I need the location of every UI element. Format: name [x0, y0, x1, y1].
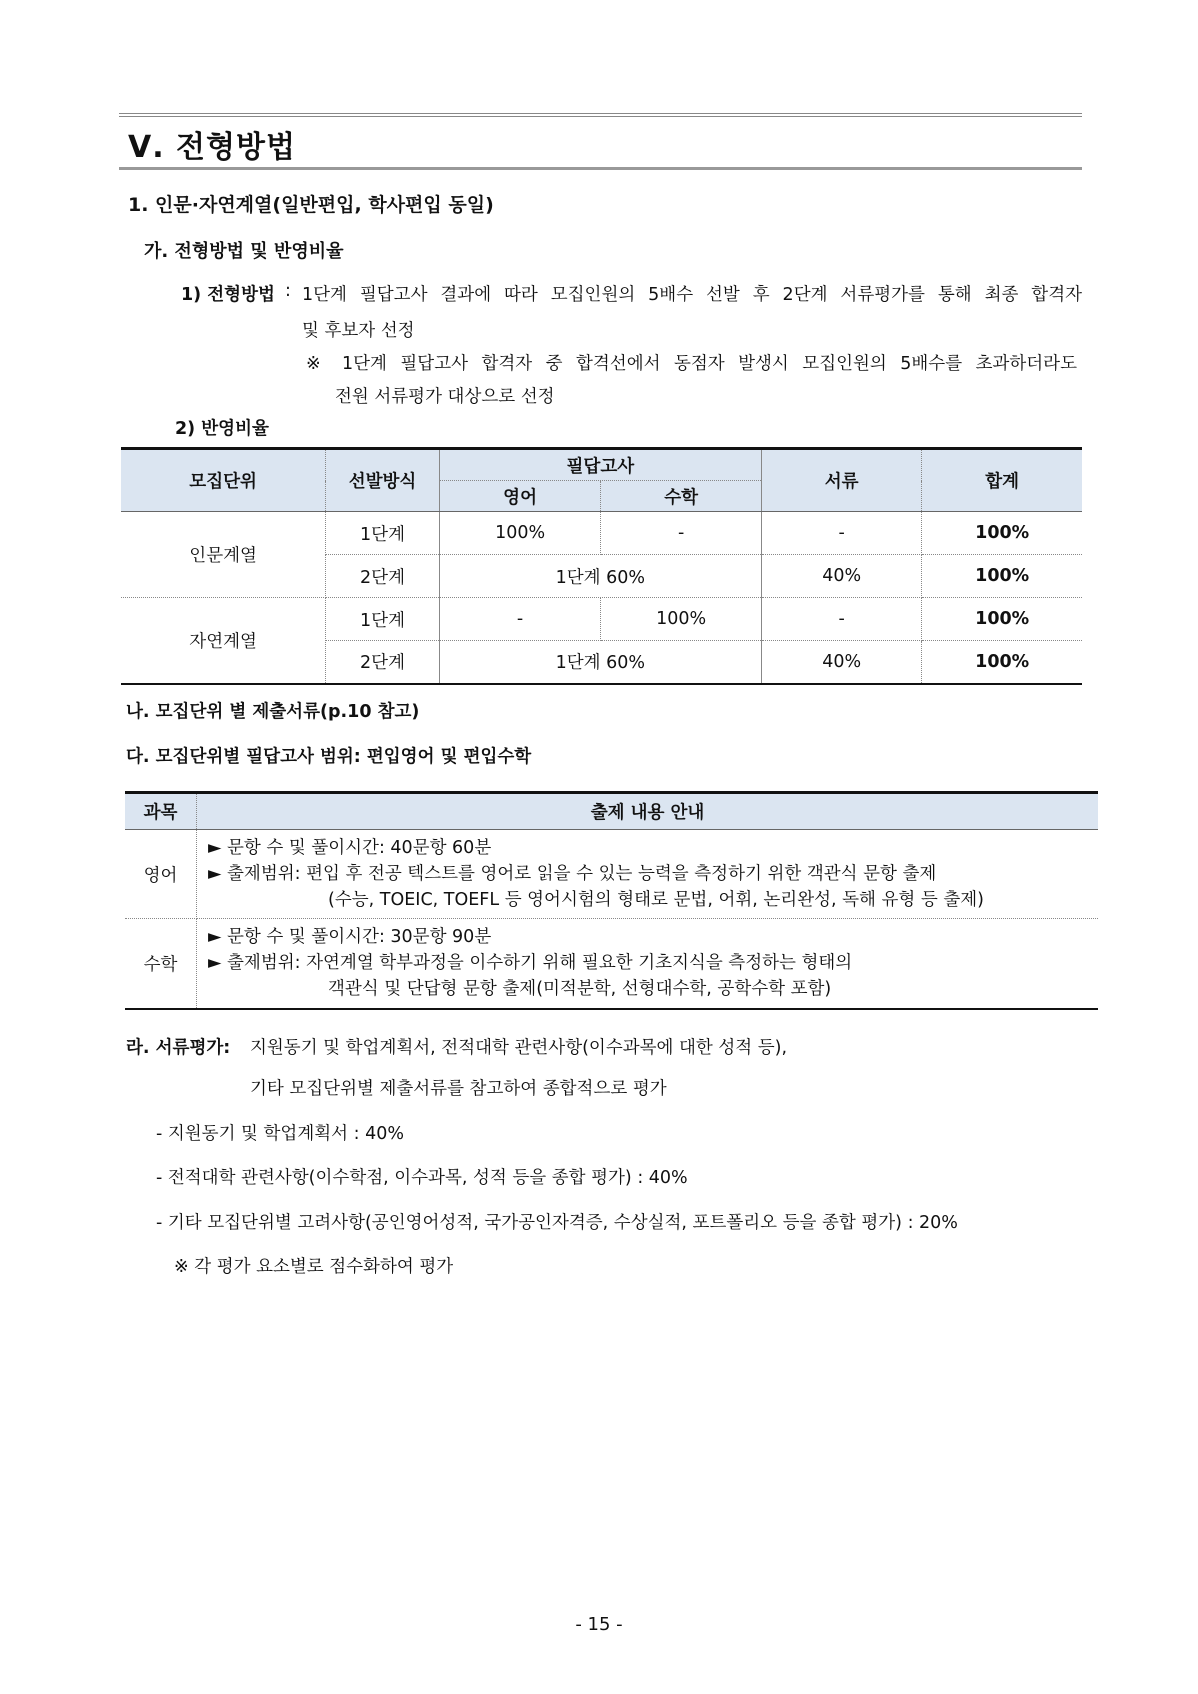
heading-1: 1. 인문·자연계열(일반편입, 학사편입 동일)	[128, 194, 494, 216]
cell-content-math	[197, 919, 1099, 1009]
cell-docs: 40%	[761, 555, 922, 598]
content-line: ► 문항 수 및 풀이시간: 40문항 60분	[208, 838, 492, 858]
cell-docs: -	[761, 512, 922, 555]
cell-docs: -	[761, 598, 922, 641]
header-english: 영어	[439, 481, 601, 512]
cell-stage1-weight: 1단계 60%	[439, 555, 761, 598]
exam-scope-table	[125, 791, 1098, 1010]
cell-total: 100%	[922, 641, 1082, 684]
section-title: Ⅴ. 전형방법	[128, 130, 296, 165]
content-line: (수능, TOEIC, TOEFL 등 영어시험의 형태로 문법, 어휘, 논리완성, 독해 유형 등 출제)	[328, 890, 984, 910]
method-line1: 1단계 필답고사 결과에 따라 모집인원의 5배수 선발 후 2단계 서류평가를 통해 최종 합격자	[302, 285, 1082, 305]
heading-ra: 라. 서류평가:	[126, 1038, 231, 1058]
cell-subject-english: 영어	[125, 830, 197, 919]
cell-math: 100%	[601, 598, 762, 641]
method-colon: :	[285, 281, 291, 301]
cell-total: 100%	[922, 598, 1082, 641]
table-row	[125, 919, 1098, 1009]
table-row	[121, 598, 1082, 641]
table-row	[125, 830, 1098, 919]
ra-note: ※ 각 평가 요소별로 점수화하여 평가	[174, 1257, 454, 1277]
ratio-table	[121, 447, 1082, 685]
table-row	[121, 512, 1082, 555]
header-docs: 서류	[761, 449, 922, 512]
ra-item: - 지원동기 및 학업계획서 : 40%	[156, 1124, 404, 1144]
cell-english: -	[439, 598, 601, 641]
cell-unit-natural: 자연계열	[121, 598, 326, 684]
cell-unit-humanities: 인문계열	[121, 512, 326, 598]
content-line: ► 출제범위: 자연계열 학부과정을 이수하기 위해 필요한 기초지식을 측정하는 형태의	[208, 953, 853, 974]
ratio-label: 2) 반영비율	[175, 419, 269, 439]
ra-line1: 지원동기 및 학업계획서, 전적대학 관련사항(이수과목에 대한 성적 등),	[250, 1038, 788, 1058]
heading-ga: 가. 전형방법 및 반영비율	[144, 241, 344, 262]
title-rule-bottom	[119, 167, 1082, 170]
cell-total: 100%	[922, 512, 1082, 555]
cell-stage: 2단계	[326, 555, 440, 598]
cell-english: 100%	[439, 512, 601, 555]
heading-da: 다. 모집단위별 필답고사 범위: 편입영어 및 편입수학	[126, 747, 532, 767]
method-label: 1) 전형방법	[181, 285, 275, 305]
header-total: 합계	[922, 449, 1082, 512]
cell-stage: 1단계	[326, 598, 440, 641]
method-note-line2: 전원 서류평가 대상으로 선정	[335, 387, 555, 407]
cell-content-english	[197, 830, 1099, 919]
method-line2: 및 후보자 선정	[302, 321, 415, 341]
header-unit: 모집단위	[121, 449, 326, 512]
page-number: - 15 -	[575, 1614, 623, 1635]
ra-line2: 기타 모집단위별 제출서류를 참고하여 종합적으로 평가	[250, 1079, 667, 1099]
cell-stage: 1단계	[326, 512, 440, 555]
ra-item: - 전적대학 관련사항(이수학점, 이수과목, 성적 등을 종합 평가) : 40%	[156, 1168, 688, 1188]
content-line: 객관식 및 단답형 문항 출제(미적분학, 선형대수학, 공학수학 포함)	[328, 979, 832, 1000]
header-content: 출제 내용 안내	[197, 793, 1099, 830]
method-note-line1: ※ 1단계 필답고사 합격자 중 합격선에서 동점자 발생시 모집인원의 5배수를 초과하더라도	[306, 354, 1077, 374]
ra-item: - 기타 모집단위별 고려사항(공인영어성적, 국가공인자격증, 수상실적, 포트폴리오 등을 종합 평가) : 20%	[156, 1213, 958, 1233]
heading-na: 나. 모집단위 별 제출서류(p.10 참고)	[126, 702, 420, 722]
content-line: ► 출제범위: 편입 후 전공 텍스트를 영어로 읽을 수 있는 능력을 측정하기 위한 객관식 문항 출제	[208, 864, 937, 884]
content-line: ► 문항 수 및 풀이시간: 30문항 90분	[208, 927, 492, 948]
title-rule-top	[119, 113, 1082, 117]
header-written-exam: 필답고사	[439, 449, 761, 481]
cell-math: -	[601, 512, 762, 555]
header-math: 수학	[601, 481, 762, 512]
header-method: 선발방식	[326, 449, 440, 512]
cell-stage: 2단계	[326, 641, 440, 684]
cell-total: 100%	[922, 555, 1082, 598]
header-subject: 과목	[125, 793, 197, 830]
cell-docs: 40%	[761, 641, 922, 684]
cell-subject-math: 수학	[125, 919, 197, 1009]
cell-stage1-weight: 1단계 60%	[439, 641, 761, 684]
